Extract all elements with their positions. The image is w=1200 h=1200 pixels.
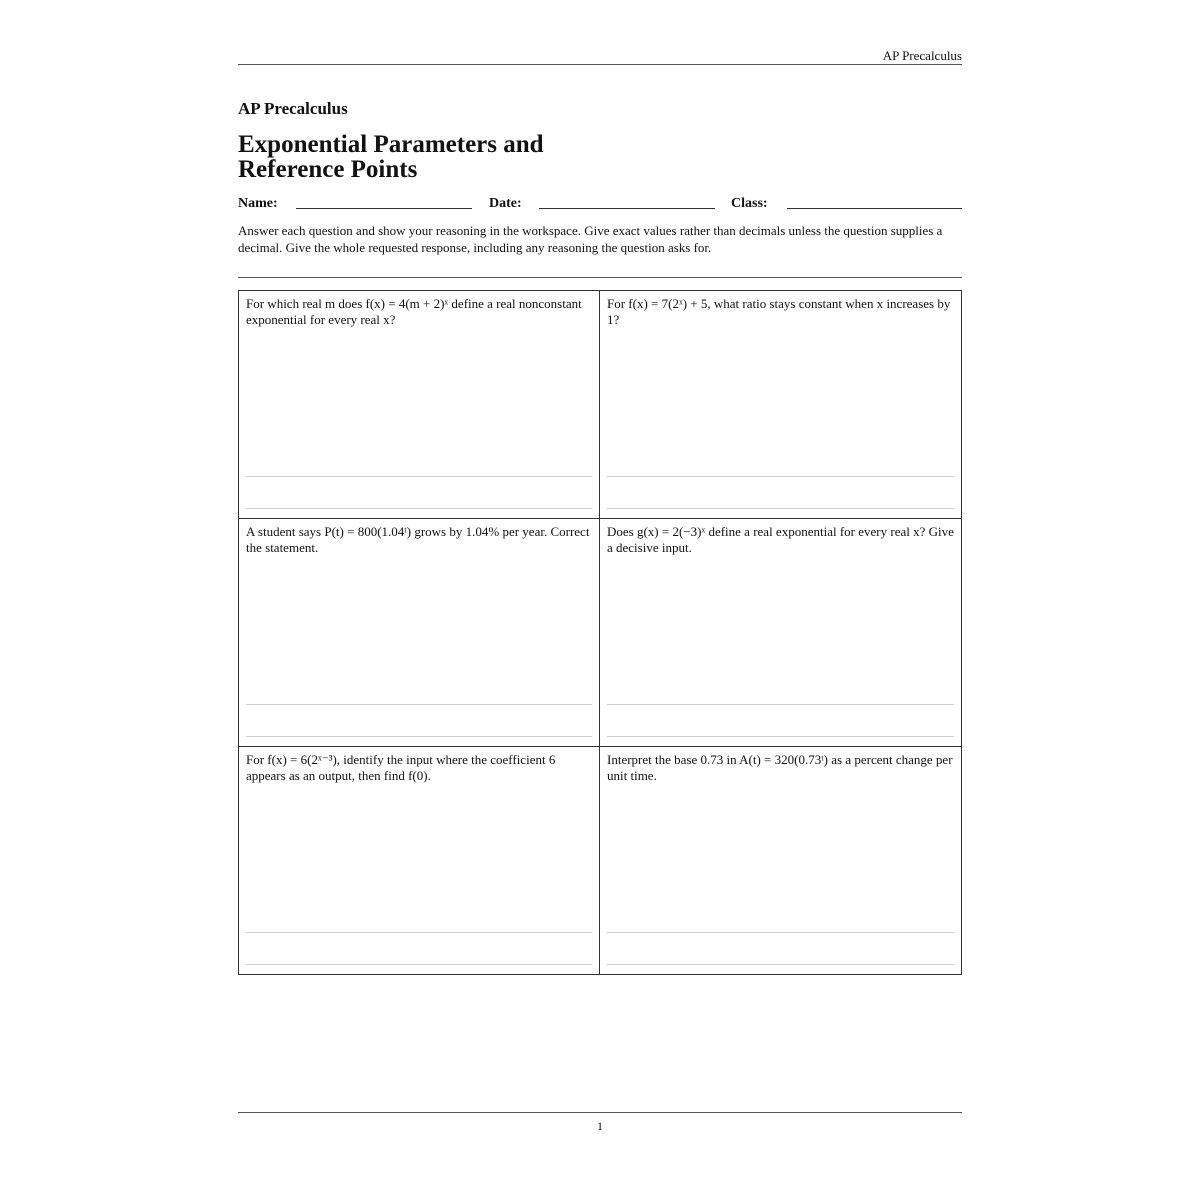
answer-line	[607, 476, 954, 477]
title-line-1: Exponential Parameters and	[238, 131, 544, 158]
title-line-2: Reference Points	[238, 156, 418, 183]
question-text: Interpret the base 0.73 in A(t) = 320(0.73ᵗ) as a percent change per unit time.	[607, 752, 953, 783]
question-text: A student says P(t) = 800(1.04ᵗ) grows by 1.04% per year. Correct the statement.	[246, 524, 590, 555]
question-cell-2[interactable]	[600, 291, 961, 519]
question-text: For f(x) = 6(2ˣ⁻³), identify the input where the coefficient 6 appears as an output, then find f(0).	[246, 752, 556, 783]
question-cell-6[interactable]	[600, 747, 961, 974]
question-cell-4[interactable]	[600, 519, 961, 747]
question-cell-5[interactable]	[239, 747, 600, 974]
question-text: For f(x) = 7(2ˣ) + 5, what ratio stays constant when x increases by 1?	[607, 296, 951, 327]
running-header: AP Precalculus	[882, 48, 962, 63]
name-label: Name:	[238, 196, 278, 211]
answer-line	[607, 508, 954, 509]
answer-line	[607, 704, 954, 705]
answer-line	[246, 964, 592, 965]
class-field[interactable]	[787, 208, 962, 209]
page-title	[238, 132, 658, 182]
question-text: For which real m does f(x) = 4(m + 2)ˣ define a real nonconstant exponential for every real x?	[246, 296, 582, 327]
question-cell-3[interactable]	[239, 519, 600, 747]
answer-line	[246, 932, 592, 933]
answer-line	[246, 736, 592, 737]
question-cell-1[interactable]	[239, 291, 600, 519]
answer-line	[607, 736, 954, 737]
class-label: Class:	[731, 196, 768, 211]
question-grid	[238, 290, 962, 975]
question-text: Does g(x) = 2(−3)ˣ define a real exponential for every real x? Give a decisive input.	[607, 524, 954, 555]
answer-line	[607, 932, 954, 933]
answer-line	[607, 964, 954, 965]
worksheet-page	[238, 0, 962, 1200]
instructions-rule	[238, 277, 962, 278]
instructions: Answer each question and show your reasoning in the workspace. Give exact values rather than decimals unless the question supplies a decimal. Give the whole requested response, including any reasoning the question asks for.	[238, 223, 943, 255]
answer-line	[246, 476, 592, 477]
date-label: Date:	[489, 196, 522, 211]
answer-line	[246, 508, 592, 509]
name-field[interactable]	[296, 208, 472, 209]
header-rule	[238, 64, 962, 65]
footer-rule	[238, 1112, 962, 1113]
course-heading: AP Precalculus	[238, 99, 348, 118]
page-number: 1	[597, 1119, 603, 1133]
date-field[interactable]	[539, 208, 715, 209]
answer-line	[246, 704, 592, 705]
student-info-row	[238, 196, 962, 216]
